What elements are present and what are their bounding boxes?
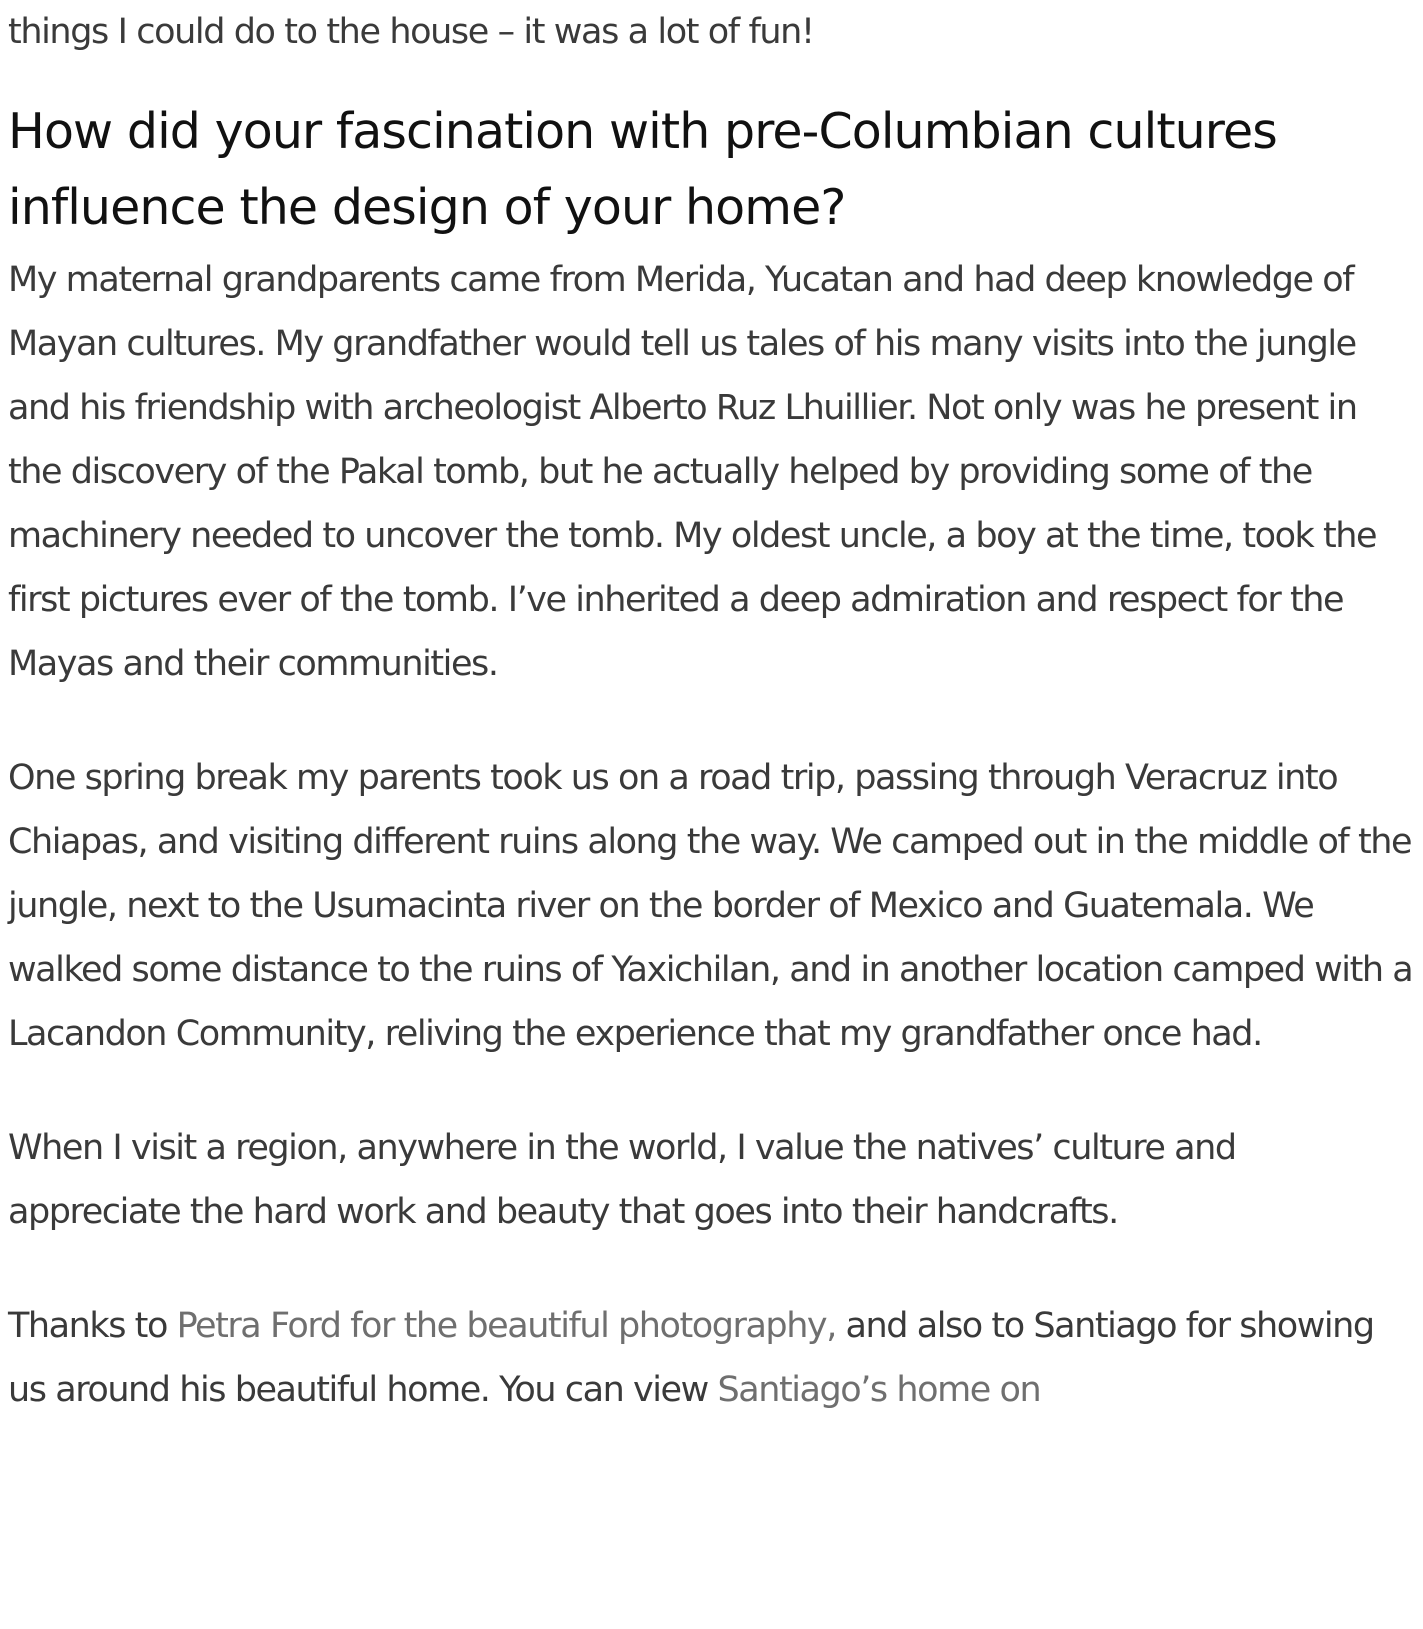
answer-paragraph-road-trip: One spring break my parents took us on a road trip, passing through Veracruz into Chiapas, and visiting different ruins along the way. We camped out in the middle of the jungle, next to the Usumacinta river on the border of Mexico and Guatemala. We walked some distance to the ruins of Yaxichilan, and in another location camped with a Lacandon Community, reliving the experience that my grandfather once had. (8, 758, 1413, 1054)
answer-paragraph-culture: When I visit a region, anywhere in the world, I value the natives’ culture and appreciate the hard work and beauty that goes into their handcrafts. (8, 1128, 1236, 1232)
santiago-home-link[interactable]: Santiago’s home on (717, 1370, 1041, 1410)
thanks-prefix: Thanks to (8, 1306, 177, 1346)
previous-paragraph-end: things I could do to the house – it was a lot of fun! (8, 12, 814, 52)
interview-question-heading: How did your fascination with pre-Columbian cultures influence the design of your home? (8, 103, 1277, 236)
photographer-link[interactable]: Petra Ford for the beautiful photography, (176, 1306, 836, 1346)
thanks-middle: and also to Santiago for showing us around his beautiful home. You can view (8, 1306, 1374, 1410)
thanks-paragraph (8, 1294, 1414, 1422)
answer-paragraph-grandparents: My maternal grandparents came from Merida, Yucatan and had deep knowledge of Mayan cultures. My grandfather would tell us tales of his many visits into the jungle and his friendship with archeologist Alberto Ruz Lhuillier. Not only was he present in the discovery of the Pakal tomb, but he actually helped by providing some of the machinery needed to uncover the tomb. My oldest uncle, a boy at the time, took the first pictures ever of the tomb. I’ve inherited a deep admiration and respect for the Mayas and their communities. (8, 260, 1377, 684)
